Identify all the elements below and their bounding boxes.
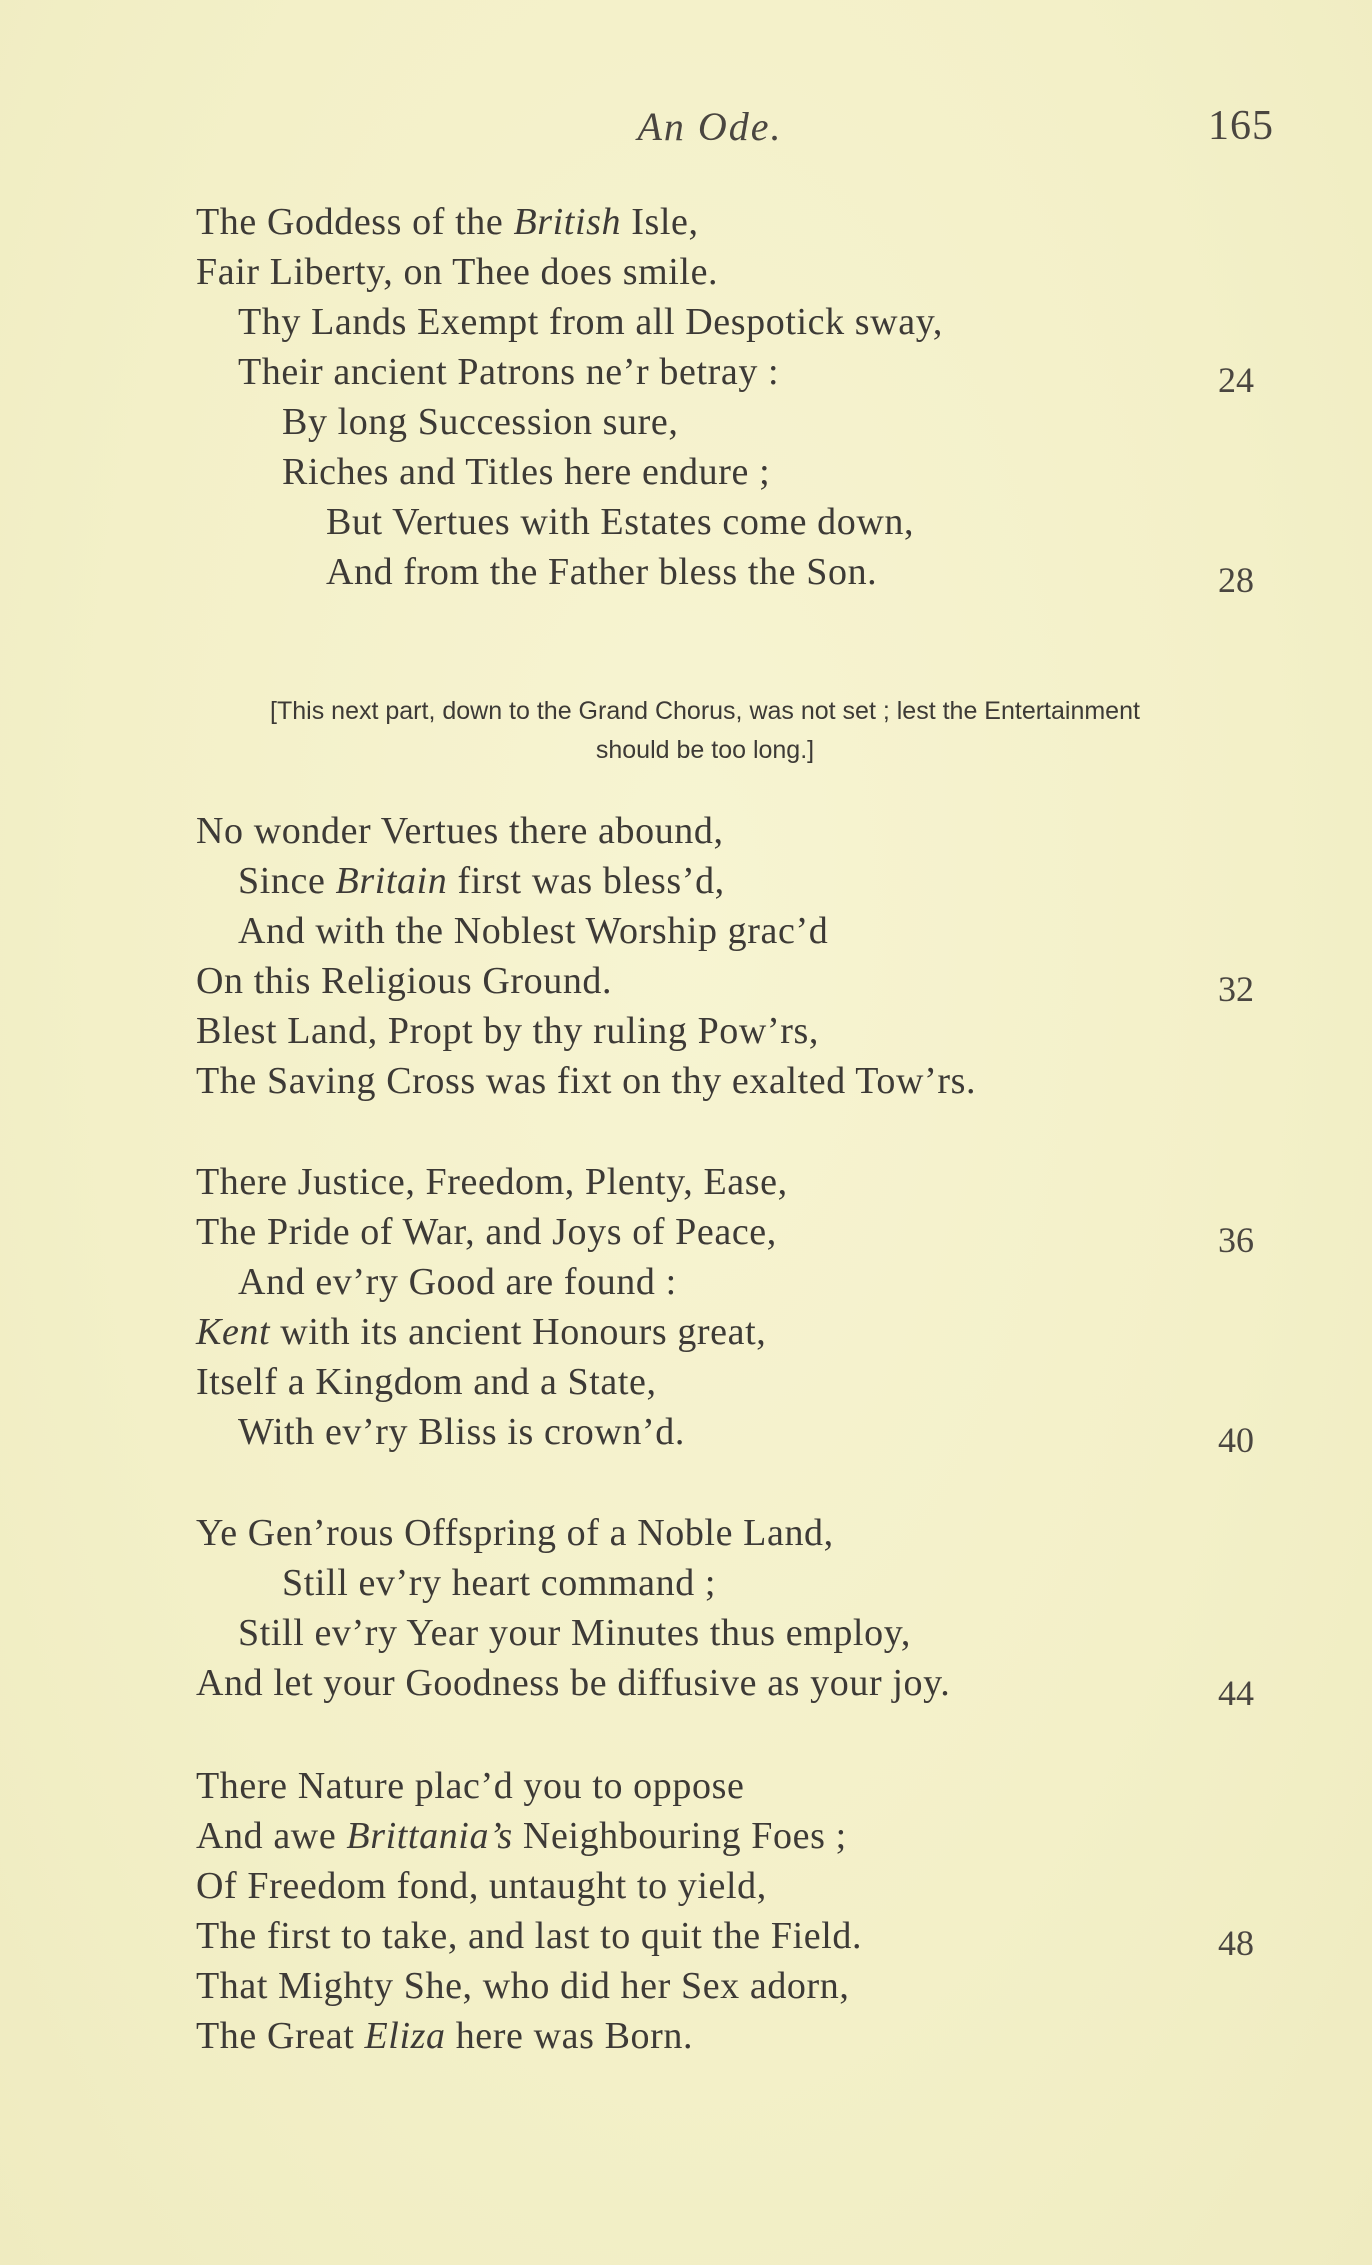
verse-line: Blest Land, Propt by thy ruling Pow’rs, [196, 1010, 819, 1052]
verse-line: And ev’ry Good are found : [238, 1261, 677, 1303]
verse-line: Still ev’ry heart command ; [282, 1562, 717, 1604]
line-number: 44 [1218, 1673, 1254, 1713]
verse-line: The first to take, and last to quit the Field. [196, 1915, 863, 1957]
verse-line: On this Religious Ground. [196, 960, 613, 1002]
verse-line: Fair Liberty, on Thee does smile. [196, 251, 719, 293]
editorial-note-line: [This next part, down to the Grand Chorus, was not set ; lest the Entertainment [270, 697, 1140, 725]
verse-line: Kent with its ancient Honours great, [196, 1311, 767, 1353]
verse-line: Ye Gen’rous Offspring of a Noble Land, [196, 1512, 834, 1554]
verse-line: Riches and Titles here endure ; [282, 451, 771, 493]
verse-line: By long Succession sure, [282, 401, 679, 443]
line-number: 48 [1218, 1923, 1254, 1963]
line-number: 32 [1218, 969, 1254, 1009]
verse-line: And let your Goodness be diffusive as your joy. [196, 1662, 951, 1704]
verse-line: That Mighty She, who did her Sex adorn, [196, 1965, 850, 2007]
verse-line: The Pride of War, and Joys of Peace, [196, 1211, 777, 1253]
verse-line: And with the Noblest Worship grac’d [238, 910, 829, 952]
running-title: An Ode. [637, 104, 783, 149]
verse-line: Since Britain first was bless’d, [238, 860, 725, 902]
verse-line: And awe Brittania’s Neighbouring Foes ; [196, 1815, 847, 1857]
verse-line: The Great Eliza here was Born. [196, 2015, 694, 2057]
verse-line: Their ancient Patrons ne’r betray : [238, 351, 780, 393]
verse-line: Still ev’ry Year your Minutes thus employ, [238, 1612, 911, 1654]
line-number: 40 [1218, 1420, 1254, 1460]
line-number: 36 [1218, 1220, 1254, 1260]
line-number: 24 [1218, 360, 1254, 400]
verse-line: With ev’ry Bliss is crown’d. [238, 1411, 685, 1453]
line-number: 28 [1218, 560, 1254, 600]
verse-line: Itself a Kingdom and a State, [196, 1361, 657, 1403]
verse-line: And from the Father bless the Son. [326, 551, 878, 593]
editorial-note-line: should be too long.] [595, 736, 815, 764]
verse-line: Of Freedom fond, untaught to yield, [196, 1865, 767, 1907]
verse-line: The Saving Cross was fixt on thy exalted Tow’rs. [196, 1060, 977, 1102]
verse-line: There Justice, Freedom, Plenty, Ease, [196, 1161, 788, 1203]
verse-line: The Goddess of the British Isle, [196, 201, 699, 243]
page-number: 165 [1208, 103, 1274, 149]
verse-line: No wonder Vertues there abound, [196, 810, 724, 852]
verse-line: But Vertues with Estates come down, [326, 501, 915, 543]
verse-line: Thy Lands Exempt from all Despotick sway, [238, 301, 943, 343]
verse-line: There Nature plac’d you to oppose [196, 1765, 745, 1807]
editorial-note [120, 692, 1290, 770]
